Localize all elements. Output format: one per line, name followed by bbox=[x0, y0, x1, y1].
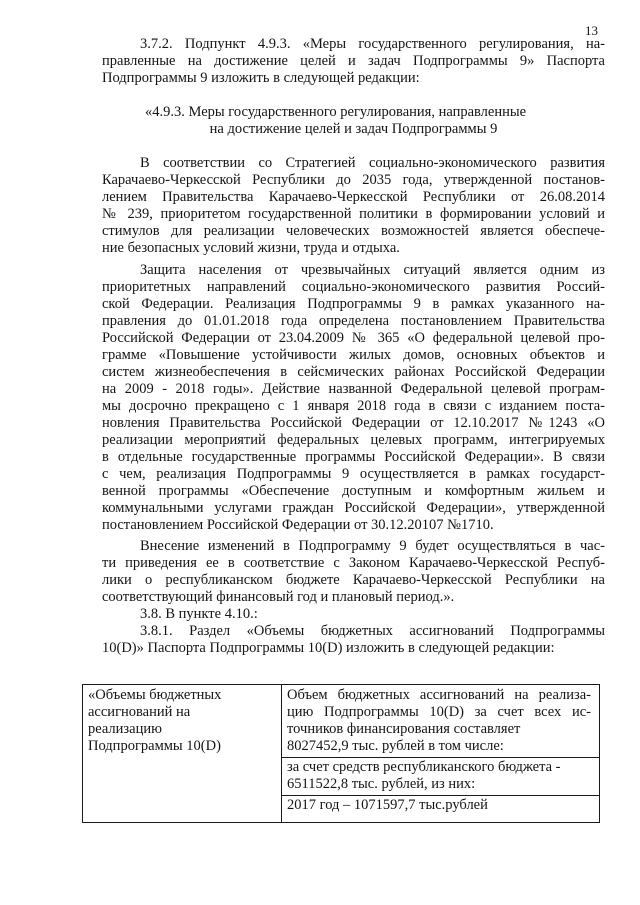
paragraph-line: лики о республиканском бюджете Карачаево-Черкесской Республики на bbox=[102, 572, 605, 588]
table-cell-line: цию Подпрограммы 10(D) за счет всех ис- bbox=[287, 704, 591, 720]
budget-table bbox=[82, 684, 600, 823]
section-heading-line: на достижение целей и задач Подпрограммы 9 bbox=[209, 121, 498, 137]
paragraph-line: ской Федерации. Реализация Подпрограммы 9 в рамках указанного на- bbox=[102, 296, 605, 312]
table-inner-divider bbox=[282, 757, 599, 758]
intro-line: 3.7.2. Подпункт 4.9.3. «Меры государственного регулирования, на- bbox=[140, 36, 605, 52]
paragraph-line: стимулов для реализации человеческих возможностей является обеспече- bbox=[102, 223, 605, 239]
page-number: 13 bbox=[585, 23, 598, 38]
paragraph-line: коммунальными услугами граждан Российской Федерации», утвержденной bbox=[102, 500, 605, 516]
table-cell-line: «Объемы бюджетных bbox=[88, 687, 222, 703]
paragraph-line: постановлением Российской Федерации от 30.12.20107 №1710. bbox=[102, 517, 494, 533]
section-heading-line: «4.9.3. Меры государственного регулирования, направленные bbox=[145, 104, 527, 120]
paragraph-line: правления до 01.01.2018 года определена постановлением Правительства bbox=[102, 313, 605, 329]
paragraph-line: Внесение изменений в Подпрограмму 9 будет осуществляться в час- bbox=[140, 538, 605, 554]
paragraph-line: ти приведения ее в соответствие с Законом Карачаево-Черкесской Респуб- bbox=[102, 555, 605, 571]
paragraph-line: № 239, приоритетом государственной политики в формировании условий и bbox=[102, 206, 605, 222]
paragraph-line: новления Правительства Российской Федерации от 12.10.2017 №1243 «О bbox=[102, 415, 605, 431]
paragraph-line: соответствующий финансовый год и плановый период.». bbox=[102, 589, 455, 605]
paragraph-line: Защита населения от чрезвычайных ситуаций является одним из bbox=[140, 262, 605, 278]
table-cell-line: 2017 год – 1071597,7 тыс.рублей bbox=[287, 797, 488, 813]
paragraph-line: венной программы «Обеспечение доступным и комфортным жильем и bbox=[102, 483, 605, 499]
paragraph-line: В соответствии со Стратегией социально-экономического развития bbox=[140, 155, 605, 171]
table-cell-line: реализацию bbox=[88, 721, 162, 737]
paragraph-line: грамме «Повышение устойчивости жилых домов, основных объектов и bbox=[102, 347, 605, 363]
paragraph-line: на 2009 - 2018 годы». Действие названной Федеральной целевой програм- bbox=[102, 381, 605, 397]
intro-line: Подпрограммы 9 изложить в следующей редакции: bbox=[102, 70, 420, 86]
table-cell-value bbox=[282, 685, 600, 823]
paragraph-line: ние безопасных условий жизни, труда и отдыха. bbox=[102, 240, 400, 256]
paragraph-line: в отдельные государственные программы Российской Федерации». В связи bbox=[102, 449, 605, 465]
item-3-8-1-line: 10(D)» Паспорта Подпрограммы 10(D) изложить в следующей редакции: bbox=[102, 640, 555, 656]
paragraph-line: систем жизнеобеспечения в сейсмических районах Российской Федерации bbox=[102, 364, 605, 380]
table-cell-label bbox=[83, 685, 282, 823]
table-inner-divider bbox=[282, 795, 599, 796]
item-3-8-1-line: 3.8.1. Раздел «Объемы бюджетных ассигнований Подпрограммы bbox=[140, 623, 605, 639]
paragraph-line: Карачаево-Черкесской Республики до 2035 года, утвержденной постанов- bbox=[102, 172, 605, 188]
table-cell-line: 6511522,8 тыс. рублей, из них: bbox=[287, 776, 476, 792]
paragraph-line: мы досрочно прекращено с 1 января 2018 года в связи с изданием поста- bbox=[102, 398, 605, 414]
table-cell-line: Подпрограммы 10(D) bbox=[88, 738, 221, 754]
table-cell-line: за счет средств республиканского бюджета - bbox=[287, 759, 561, 775]
table-cell-line: ассигнований на bbox=[88, 704, 191, 720]
paragraph-line: приоритетных направлений социально-экономического развития Россий- bbox=[102, 279, 605, 295]
paragraph-line: лением Правительства Карачаево-Черкесской Республики от 26.08.2014 bbox=[102, 189, 605, 205]
paragraph-line: реализации мероприятий федеральных целевых программ, интегрируемых bbox=[102, 432, 605, 448]
intro-line: правленные на достижение целей и задач Подпрограммы 9» Паспорта bbox=[102, 53, 605, 69]
paragraph-line: Российской Федерации от 23.04.2009 № 365 «О федеральной целевой про- bbox=[102, 330, 605, 346]
item-3-8: 3.8. В пункте 4.10.: bbox=[140, 606, 258, 622]
paragraph-line: с чем, реализация Подпрограммы 9 осуществляется в рамках государст- bbox=[102, 466, 605, 482]
table-cell-line: 8027452,9 тыс. рублей в том числе: bbox=[287, 738, 504, 754]
table-cell-line: Объем бюджетных ассигнований на реализа- bbox=[287, 687, 591, 703]
table-row bbox=[83, 685, 600, 823]
table-cell-line: точников финансирования составляет bbox=[287, 721, 521, 737]
